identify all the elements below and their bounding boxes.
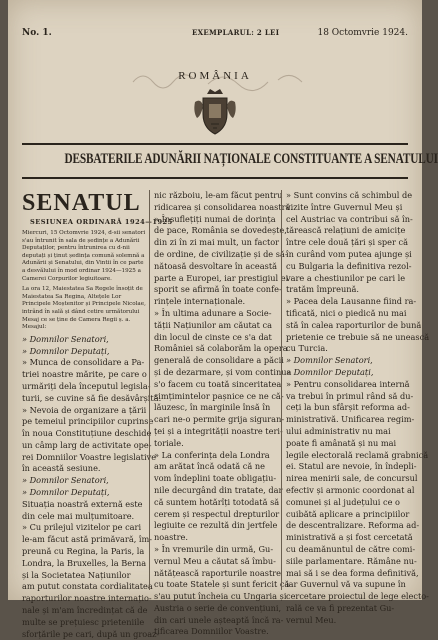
text-line: cerem și respectul drepturilor bbox=[154, 508, 280, 519]
text-line: vernul Meu. bbox=[286, 614, 337, 625]
text-line: raporturilor noastre internațio- bbox=[22, 593, 152, 604]
text-line: vare a chestiunilor pe cari le bbox=[286, 272, 406, 283]
issue-header bbox=[22, 28, 408, 40]
text-line: urmăriți dela începutul legisla- bbox=[22, 380, 151, 391]
text-line: cu Turcia. bbox=[286, 343, 328, 354]
text-line: prietenie ce trebuie să ne unească bbox=[286, 331, 430, 342]
column-1-text bbox=[22, 333, 162, 640]
text-line: vernul Meu a căutat să îmbu- bbox=[154, 555, 276, 566]
text-line: în noua Constituțiune deschide bbox=[22, 428, 152, 439]
text-line: din cele mai mulțumitoare. bbox=[22, 510, 135, 521]
text-line: în curând vom putea ajunge și bbox=[286, 248, 412, 259]
text-line: » Domnilor Deputați, bbox=[22, 487, 110, 498]
text-line: parte a Europei, iar prestigiul ei bbox=[154, 272, 289, 283]
issue-number: No. 1. bbox=[22, 28, 52, 38]
session-intro-2: La ora 12, Maiestatea Sa Regele însoțit de Maiestatea Sa Regina, Altețele Lor Principele Moștenitor și Principele Nicolae, intrând în sală și dând cetire următorului Mesaj ce se ține de Camera Regii ș. a. Mesajul: bbox=[22, 286, 146, 331]
text-line: Londra, la Bruxelles, la Berna bbox=[22, 557, 147, 568]
text-line: nătățească raporturile noastre bbox=[154, 567, 281, 578]
text-line: României să colaborăm la opera bbox=[154, 343, 288, 354]
text-line: ceți la bun sfârșit reforma ad- bbox=[286, 402, 410, 413]
text-line: și de dezarmare, și vom continua bbox=[154, 366, 292, 377]
text-line: » Domnilor Deputați, bbox=[286, 366, 374, 377]
text-line: de pace, România se dovedește, bbox=[154, 225, 287, 236]
text-line: le-am făcut astă primăvară, îm- bbox=[22, 534, 153, 545]
text-line: ministrativă. Unificarea regim- bbox=[286, 414, 415, 425]
text-line: » Cu prilejul vizitelor pe cari bbox=[22, 522, 142, 533]
text-line: s'o facem cu toată sinceritatea bbox=[154, 378, 282, 389]
text-line: s'au putut încheia cu Ungaria și bbox=[154, 591, 287, 602]
text-line: ei. Statul are nevoie, în îndepli- bbox=[286, 461, 417, 472]
text-line: » Domnilor Senatori, bbox=[286, 355, 373, 366]
text-line: am arătat încă odată că ne bbox=[154, 461, 265, 472]
text-line: legiuite ce rezultă din jertfele bbox=[154, 520, 278, 531]
text-line: » În vremurile din urmă, Gu- bbox=[154, 543, 274, 554]
text-line: pe temeiul principiilor cuprinse bbox=[22, 416, 154, 427]
column-2-text bbox=[154, 190, 294, 638]
text-line: din locul de cinste ce s'a dat bbox=[154, 331, 272, 342]
text-line: ridicarea și consolidarea noastră. bbox=[154, 201, 294, 212]
text-line: noastre. bbox=[154, 532, 188, 543]
text-line: și la Societatea Națiunilor bbox=[22, 569, 131, 580]
text-line: comunei și al județului ce o bbox=[286, 496, 400, 507]
newspaper-page bbox=[8, 0, 438, 639]
text-line: » Sunt convins că schimbul de bbox=[286, 190, 413, 200]
text-line: » Domnilor Deputați, bbox=[22, 345, 110, 356]
issue-date: 18 Octomvrie 1924. bbox=[317, 28, 408, 38]
text-line: triei noastre mărite, pe care o bbox=[22, 369, 147, 380]
text-line: Austria o serie de convențiuni, bbox=[154, 602, 282, 613]
text-line: între cele două țări și sper că bbox=[286, 237, 408, 248]
text-line: » Domnilor Senatori, bbox=[22, 475, 109, 486]
text-line: » În ultima adunare a Socie- bbox=[154, 307, 272, 318]
text-line: nătoasă desvoltare în această bbox=[154, 260, 277, 271]
session-title: SESIUNEA ORDINARĂ 1924—1925 bbox=[30, 218, 173, 226]
text-line: iar Guvernul vă va supune în bbox=[286, 579, 406, 590]
text-line: multe se prețuiesc prieteniile bbox=[22, 616, 145, 627]
column-divider bbox=[149, 190, 150, 590]
text-line: ului administrativ nu mai bbox=[286, 425, 391, 436]
text-line: din cari unele așteaptă încă ra- bbox=[154, 614, 284, 625]
text-line: » Însuflețiți numai de dorința bbox=[154, 213, 276, 224]
text-line: tății Națiunilor am căutat ca bbox=[154, 319, 273, 330]
text-line: simțimintelor pașnice ce ne că- bbox=[154, 390, 284, 401]
text-line: cari ne-o permite grija siguran- bbox=[154, 414, 285, 425]
text-line: » Pacea dela Lausanne fiind ra- bbox=[286, 296, 417, 307]
text-line: cu deamănuntul de către comi- bbox=[286, 543, 416, 554]
text-line: rei Domniilor Voastre legislative bbox=[22, 451, 157, 462]
text-line: turii, se cuvine să fie desăvârșită. bbox=[22, 392, 162, 403]
section-title: SENATUL bbox=[22, 190, 141, 216]
column-3 bbox=[286, 190, 430, 626]
text-line: rală ce va fi prezentat Gu- bbox=[286, 602, 395, 613]
text-line: mai să i se dea forma definitivă, bbox=[286, 567, 419, 578]
text-line: » Domnilor Senatori, bbox=[22, 333, 109, 344]
text-line: siile parlamentare. Rămâne nu- bbox=[286, 555, 417, 566]
text-line: sporit se afirmă în toate confe- bbox=[154, 284, 282, 295]
royal-crest-icon bbox=[191, 86, 239, 138]
text-line: din zi în zi mai mult, un factor bbox=[154, 237, 280, 248]
text-line: cu toate Statele și sunt fericit că bbox=[154, 579, 290, 590]
text-line: poate fi amânată și nu mai bbox=[286, 437, 397, 448]
text-line: » Munca de consolidare a Pa- bbox=[22, 357, 145, 368]
text-line: de descentralizare. Reforma ad- bbox=[286, 520, 420, 531]
session-intro: Miercuri, 15 Octomvrie 1924, d-sii senatori s'au întrunit în sala de ședințe a Adunării Deputaților, pentru întrunirea cu d-nii deputați și ținut ședința comună solemnă a Adunării și Senatului, din Vintii în ce parte a desvălului în mod ordinar 1924—1925 a Camerei Corpurilor legiuitoare. bbox=[22, 230, 146, 282]
text-line: un câmp larg de activitate ope- bbox=[22, 439, 152, 450]
text-line: preună cu Regina, la Paris, la bbox=[22, 546, 145, 557]
text-line: în această sesiune. bbox=[22, 463, 101, 474]
column-3-text bbox=[286, 190, 430, 626]
text-line: ministrativă a și fost cercetată bbox=[286, 532, 413, 543]
text-line: tificarea Domniilor Voastre. bbox=[154, 626, 269, 637]
masthead-title: DESBATERILE ADUNĂRII NAȚIONALE CONSTITUANTE A SENATULUI bbox=[64, 151, 438, 167]
text-line: tărească relațiuni de amicițe bbox=[286, 225, 406, 236]
text-line: generală de consolidare a păcii bbox=[154, 355, 284, 366]
text-line: vizite între Guvernul Meu și bbox=[286, 201, 403, 212]
text-line: » Pentru consolidarea internă bbox=[286, 378, 410, 389]
text-line: tificată, nici o piedică nu mai bbox=[286, 307, 407, 318]
text-line: lăuzesc, în marginile însă în bbox=[154, 402, 271, 413]
text-line: va trebui în primul rând să du- bbox=[286, 390, 414, 401]
text-line: de ordine, de civilizație și de să- bbox=[154, 248, 288, 259]
text-line: cuibătă aplicare a principiilor bbox=[286, 508, 410, 519]
text-line: sforțările pe cari, după un groaz- bbox=[22, 628, 160, 639]
text-line: legile electorală reclamă grabnică bbox=[286, 449, 429, 460]
text-line: că suntem hotărîți totodată să bbox=[154, 496, 280, 507]
masthead bbox=[22, 143, 438, 179]
issue-price: EXEMPLARUL: 2 LEI bbox=[192, 28, 280, 37]
text-line: efectiv și armonic coordonat al bbox=[286, 484, 415, 495]
text-line: » Nevoia de organizare a țării bbox=[22, 404, 147, 415]
text-line: ței și a integrității noastre teri- bbox=[154, 425, 283, 436]
text-line: toriale. bbox=[154, 437, 184, 448]
country-name: ROMÂNIA bbox=[178, 70, 252, 82]
text-line: cel Austriac va contribui să în- bbox=[286, 213, 413, 224]
text-line: am putut constata cordialitatea bbox=[22, 581, 153, 592]
text-line: cercetare proiectul de lege electo- bbox=[286, 591, 429, 602]
text-line: nic războiu, le-am făcut pentru bbox=[154, 190, 283, 200]
text-line: rințele internaționale. bbox=[154, 296, 246, 307]
text-line: vom îndeplini toate obligațiu- bbox=[154, 473, 277, 484]
text-line: » La conferința dela Londra bbox=[154, 449, 270, 460]
text-line: nirea menirii sale, de concursul bbox=[286, 473, 418, 484]
text-line: Situația noastră externă este bbox=[22, 498, 143, 509]
text-line: nile decurgând din tratate, dar bbox=[154, 484, 283, 495]
column-2 bbox=[154, 190, 294, 638]
text-line: stă în calea raporturilor de bună bbox=[286, 319, 422, 330]
text-line: cu Bulgaria la definitiva rezol- bbox=[286, 260, 412, 271]
text-line: nale și m'am încredințat că de bbox=[22, 605, 148, 616]
column-divider bbox=[281, 190, 282, 590]
text-line: tratăm împreună. bbox=[286, 284, 360, 295]
